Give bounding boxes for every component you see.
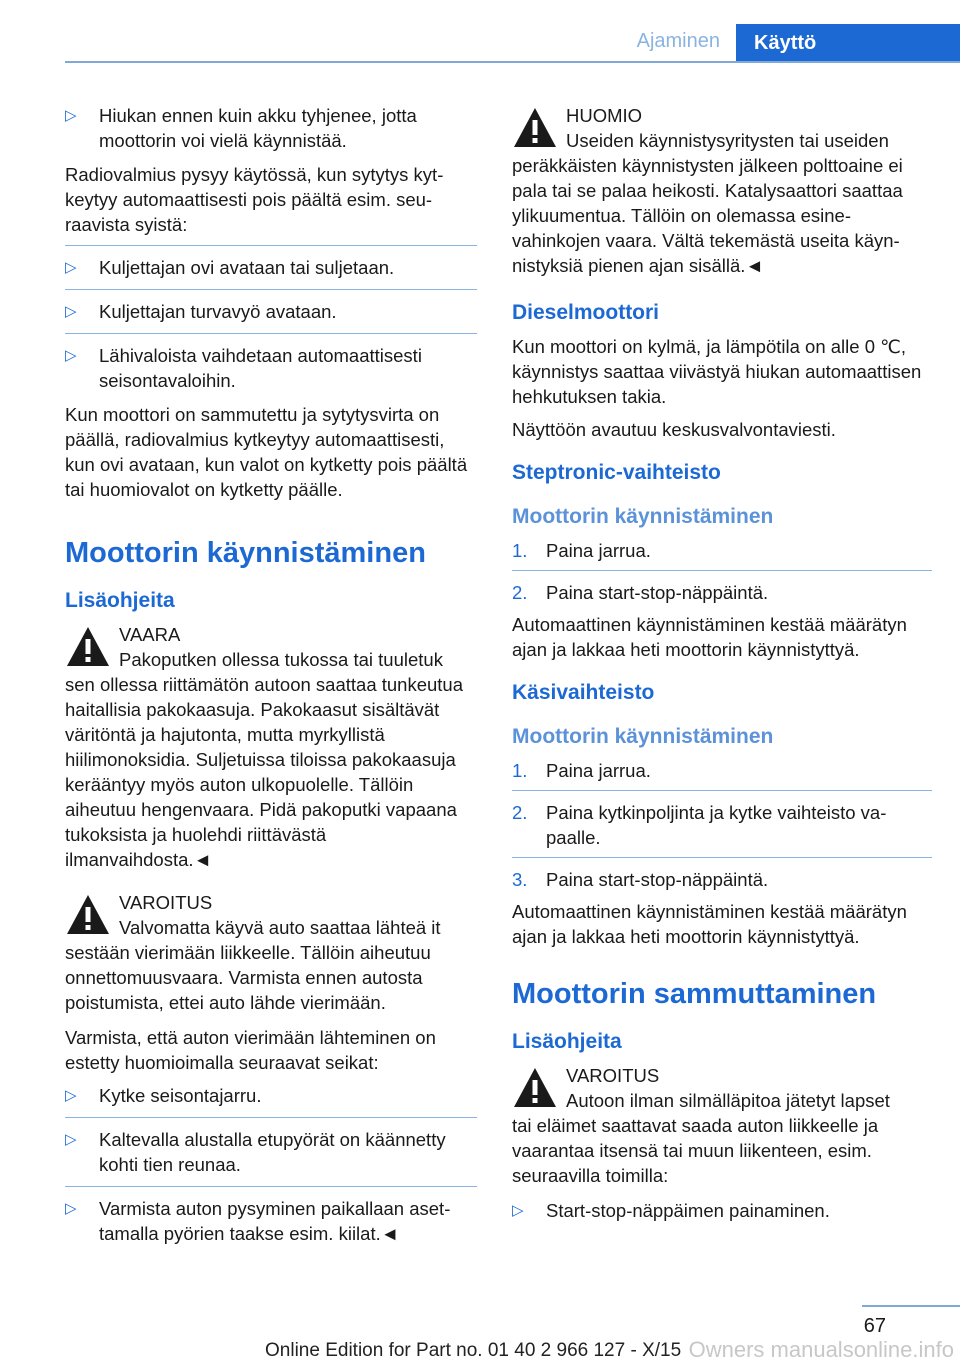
caution-notice: HUOMIO Useiden käynnistysyritysten tai useiden peräkkäisten käynnistysten jälkeen polttoaine ei pala tai se palaa heikosti. Katalysaattori saattaa ylikuumentua. Tällöin on olemassa esinevahinkojen vaara. Vältä tekemästä useita käynnistyksiä pienen ajan sisällä.◄: [512, 105, 903, 276]
divider: [65, 245, 477, 246]
list-item: ▷ Lähivaloista vaihdetaan automaattisesti seisontavaloihin.: [65, 345, 422, 391]
section-heading: Moottorin käynnistäminen: [65, 537, 426, 569]
list-item: 3. Paina start-stop-näppäintä.: [512, 869, 769, 890]
divider: [65, 333, 477, 334]
page-header: [0, 24, 960, 62]
warning-triangle-icon: [65, 892, 111, 938]
paragraph: Automaattinen käynnistäminen kestää määrätyn ajan ja lakkaa heti moottorin käynnistyttyä.: [512, 901, 907, 947]
divider: [65, 289, 477, 290]
danger-notice: VAARA Pakoputken ollessa tukossa tai tuuletuk sen ollessa riittämätön autoon saattaa tunkeutua haitallisia pakokaasuja. Pakokaasut sisältävät väritöntä ja hajutonta, mutta myrkyllistä hiilimonoksidia. Suljetuissa tiloissa pakokaasuja kerääntyy myös auton ulkopuolelle. Tällöin aiheutuu hengenvaara. Pidä pakoputki vapaana tukoksista ja huolehdi riittävästä ilmanvaihdosta.◄: [65, 624, 464, 870]
triangle-right-icon: ▷: [65, 1131, 77, 1148]
triangle-right-icon: ▷: [65, 107, 77, 124]
paragraph: Näyttöön avautuu keskusvalvontaviesti.: [512, 419, 836, 440]
header-tab: Käyttö: [736, 24, 960, 62]
list-item: 1. Paina jarrua.: [512, 760, 651, 781]
footer-rule: [862, 1305, 960, 1307]
list-item: 1. Paina jarrua.: [512, 540, 651, 561]
warning-triangle-icon: [512, 105, 558, 151]
watermark: Owners manualsonline.info: [688, 1337, 954, 1362]
warning-triangle-icon: [65, 624, 111, 670]
warning-notice: VAROITUS Autoon ilman silmälläpitoa jätetyt lapset tai eläimet saattavat saada auton liikkeelle ja vaarantaa itsensä tai muun liikenteen, esim. seuraavilla toimilla:: [512, 1065, 890, 1186]
header-rule: [65, 61, 960, 63]
triangle-right-icon: ▷: [512, 1202, 524, 1219]
subsection-heading: Dieselmoottori: [512, 301, 660, 324]
divider: [65, 1117, 477, 1118]
subsection-heading: Lisäohjeita: [512, 1030, 622, 1053]
list-item: ▷ Kaltevalla alustalla etupyörät on käännetty kohti tien reunaa.: [65, 1129, 446, 1175]
sub-subsection-heading: Moottorin käynnistäminen: [512, 725, 774, 748]
divider: [512, 570, 932, 571]
list-item: ▷ Kuljettajan ovi avataan tai suljetaan.: [65, 257, 395, 278]
list-item: ▷ Varmista auton pysyminen paikallaan asettamalla pyörien taakse esim. kiilat.◄: [65, 1198, 451, 1244]
warning-triangle-icon: [512, 1065, 558, 1111]
paragraph: Radiovalmius pysyy käytössä, kun sytytys kytkeytyy automaattisesti pois päältä esim. seuraavista syistä:: [65, 164, 444, 235]
left-column: [65, 103, 477, 1255]
list-item: ▷ Hiukan ennen kuin akku tyhjenee, jotta moottorin voi vielä käynnistää.: [65, 105, 417, 151]
warning-notice: VAROITUS Valvomatta käyvä auto saattaa lähteä it sestään vierimään liikkeelle. Tällöin aiheutuu onnettomuusvaara. Varmista ennen autosta poistumista, ettei auto lähde vierimään.: [65, 892, 441, 1013]
paragraph: Kun moottori on sammutettu ja sytytysvirta on päällä, radiovalmius kytkeytyy automaattisesti, kun ovi avataan, kun valot on kytketty pois päältä tai huomiovalot on kytketty päälle.: [65, 404, 468, 500]
triangle-right-icon: ▷: [65, 303, 77, 320]
list-item: ▷ Start-stop-näppäimen painaminen.: [512, 1200, 830, 1221]
paragraph: Automaattinen käynnistäminen kestää määrätyn ajan ja lakkaa heti moottorin käynnistyttyä.: [512, 614, 907, 660]
divider: [65, 1186, 477, 1187]
section-heading: Moottorin sammuttaminen: [512, 978, 877, 1010]
triangle-right-icon: ▷: [65, 1200, 77, 1217]
triangle-right-icon: ▷: [65, 259, 77, 276]
list-item: 2. Paina start-stop-näppäintä.: [512, 582, 769, 603]
page-number: 67: [863, 1315, 886, 1337]
subsection-heading: Lisäohjeita: [65, 589, 175, 612]
divider: [512, 790, 932, 791]
right-column: [512, 103, 932, 1232]
list-item: ▷ Kytke seisontajarru.: [65, 1085, 262, 1106]
list-item: 2. Paina kytkinpoljinta ja kytke vaihteisto vapaalle.: [512, 802, 887, 848]
header-section: Ajaminen: [636, 30, 720, 52]
subsection-heading: Käsivaihteisto: [512, 681, 655, 704]
list-item: ▷ Kuljettajan turvavyö avataan.: [65, 301, 337, 322]
paragraph: Kun moottori on kylmä, ja lämpötila on alle 0 ℃, käynnistys saattaa viivästyä hiukan automaattisen hehkutuksen takia.: [512, 336, 922, 407]
triangle-right-icon: ▷: [65, 347, 77, 364]
subsection-heading: Steptronic-vaihteisto: [512, 461, 721, 484]
divider: [512, 857, 932, 858]
paragraph: Varmista, että auton vierimään lähteminen on estetty huomioimalla seuraavat seikat:: [65, 1027, 436, 1073]
triangle-right-icon: ▷: [65, 1087, 77, 1104]
edition-text: Online Edition for Part no. 01 40 2 966 127 - X/15: [265, 1340, 682, 1361]
sub-subsection-heading: Moottorin käynnistäminen: [512, 505, 774, 528]
